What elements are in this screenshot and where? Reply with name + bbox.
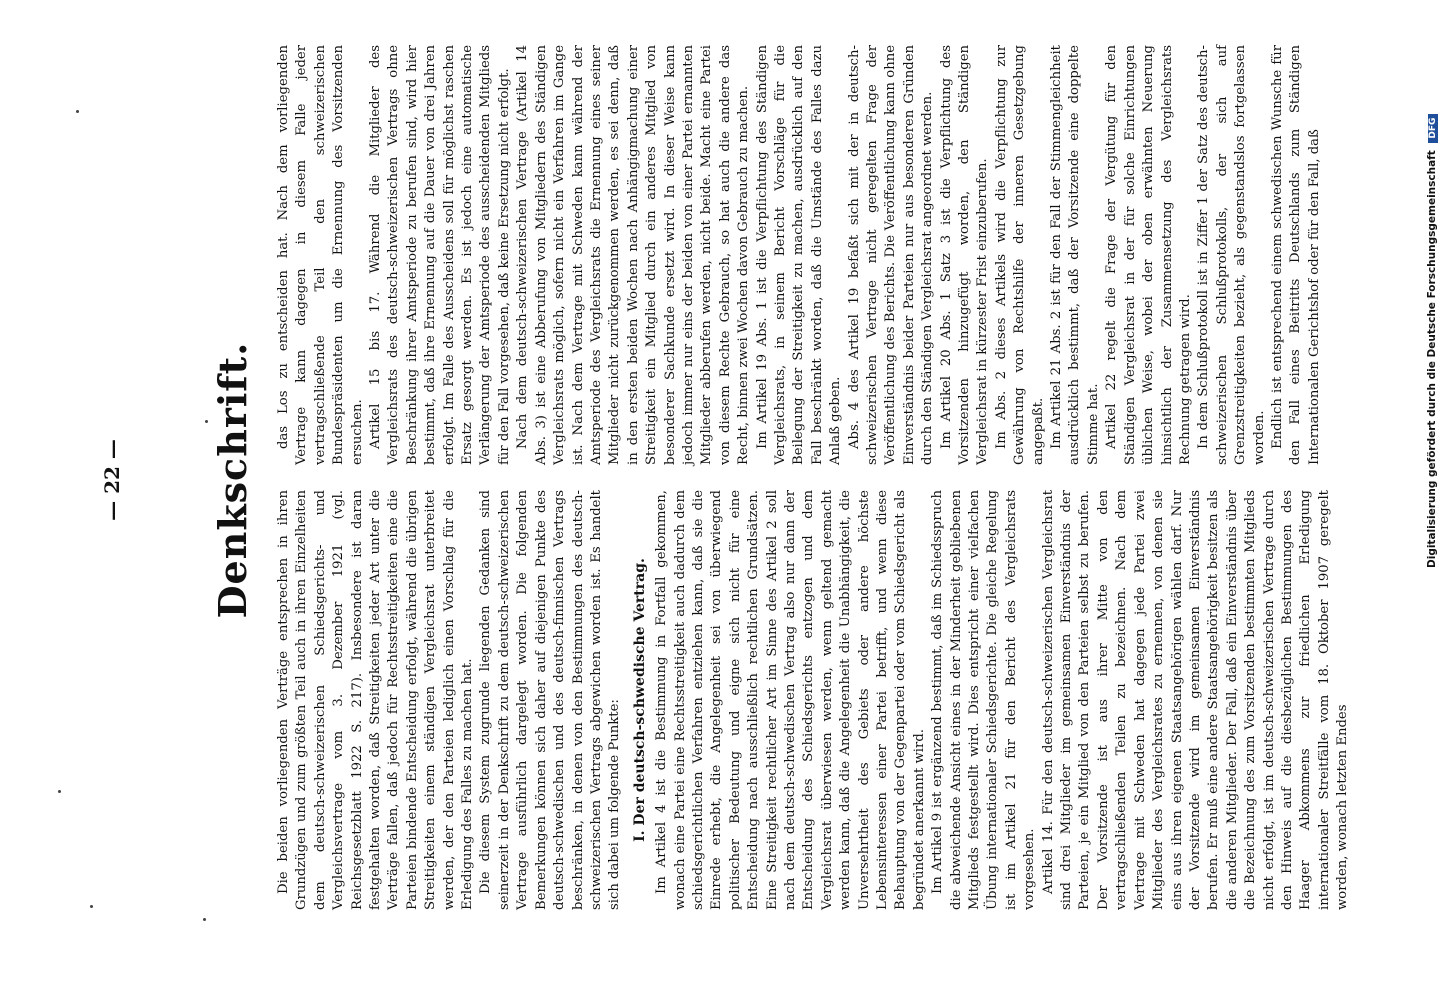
- credit-text: Digitalisierung gefördert durch die Deutsche Forschungsgemeinschaft: [1426, 150, 1438, 568]
- paragraph: Artikel 15 bis 17. Während die Mitglieder des Vergleichsrats des deutsch-schweizerischen Vertrags ohne Beschränkung ihrer Amtsperiode zu berufen sind, wird hier bestimmt, daß ihre Ernennung auf die Dauer von drei Jahren erfolgt. Im Falle des Ausscheidens soll für möglichst raschen Ersatz gesorgt werden. Es ist jedoch eine automatische Verlängerung der Amtsperiode des ausscheidenden Mitglieds für den Fall vorgesehen, daß keine Ersetzung nicht erfolgt.: [368, 45, 512, 465]
- paragraph: Artikel 22 regelt die Frage der Vergütung für den Ständigen Vergleichsrat in der für solche Einrichtungen üblichen Weise, wobei der oben erwähnten Neuerung hinsichtlich der Zusammensetzung des Vergleichsrats Rechnung getragen wird.: [1104, 45, 1193, 465]
- paragraph: Die diesem System zugrunde liegenden Gedanken sind seinerzeit in der Denkschrift zu dem deutsch-schweizerischen Vertrage ausführlich dargelegt worden. Die folgenden Bemerkungen können sich daher auf diejenigen Punkte des deutsch-schwedischen und des deutsch-finnischen Vertrags beschränken, in denen von den Bestimmungen des deutsch-schweizerischen Vertrags abgewichen worden ist. Es handelt sich dabei um folgende Punkte:: [478, 490, 623, 910]
- paragraph: Artikel 14. Für den deutsch-schweizerischen Vergleichsrat sind drei Mitglieder im gemeinsamen Einverständnis der Parteien, je ein Mitglied von den Parteien selbst zu berufen. Der Vorsitzende ist aus ihrer Mitte von den vertragschließenden Teilen zu bezeichnen. Nach dem Vertrage mit Schweden hat dagegen jede Partei zwei Mitglieder des Vergleichsrates zu ernennen, von denen sie eins aus ihren eigenen Staatsangehörigen wählen darf. Nur der Vorsitzende wird im gemeinsamen Einverständnis berufen. Er muß eine andere Staatsangehörigkeit besitzen als die anderen Mitglieder. Der Fall, daß ein Einverständnis über die Bezeichnung des zum Vorsitzenden bestimmten Mitglieds nicht erfolgt, ist im deutsch-schweizerischen Vertrage durch den Hinweis auf die diesbezüglichen Bestimmungen des Haager Abkommens zur friedlichen Erledigung internationaler Streitfälle vom 18. Oktober 1907 geregelt worden, wonach letzten Endes: [1040, 490, 1351, 910]
- paragraph: Im Abs. 2 dieses Artikels wird die Verpflichtung zur Gewährung von Rechtshilfe der inneren Gesetzgebung angepaßt.: [993, 45, 1046, 465]
- paragraph: Die beiden vorliegenden Verträge entsprechen in ihren Grundzügen und zum größten Teil auch in ihren Einzelheiten dem deutsch-schweizerischen Schiedsgerichts- und Vergleichsvertrage vom 3. Dezember 1921 (vgl. Reichsgesetzblatt 1922 S. 217). Insbesondere ist daran festgehalten worden, daß Streitigkeiten jeder Art unter die Verträge fallen, daß jedoch für Rechtsstreitigkeiten eine die Parteien bindende Entscheidung erfolgt, während die übrigen Streitigkeiten einem ständigen Vergleichsrat unterbreitet werden, der den Parteien lediglich einen Vorschlag für die Erledigung des Falles zu machen hat.: [276, 490, 476, 910]
- paragraph: Abs. 4 des Artikel 19 befaßt sich mit der in deutsch-schweizerischen Vertrage nicht geregelten Frage der Veröffentlichung des Berichts. Die Veröffentlichung kann ohne Einverständnis beider Parteien nur aus besonderen Gründen durch den Ständigen Vergleichsrat angeordnet werden.: [846, 45, 936, 465]
- digitization-credit: [1404, 8, 1438, 568]
- paragraph: Im Artikel 20 Abs. 1 Satz 3 ist die Verpflichtung des Vorsitzenden hinzugefügt worden, den Ständigen Vergleichsrat in kürzester Frist einzuberufen.: [938, 45, 991, 465]
- rotated-page-content: [60, 0, 1360, 960]
- paragraph: Endlich ist entsprechend einem schwedischen Wunsche für den Fall eines Beitritts Deutschlands zum Ständigen Internationalen Gerichtshof oder für den Fall, daß: [1269, 45, 1322, 465]
- paragraph: In dem Schlußprotokoll ist in Ziffer 1 der Satz des deutsch-schweizerischen Schlußprotokolls, der sich auf Grenzstreitigkeiten bezieht, als gegenstandslos fortgelassen worden.: [1196, 45, 1267, 465]
- paragraph: Nach dem deutsch-schweizerischen Vertrage (Artikel 14 Abs. 3) ist eine Abberufung von Mitgliedern des Ständigen Vergleichsrats möglich, sofern nicht ein Verfahren im Gange ist. Nach dem Vertrage mit Schweden kann während der Amtsperiode des Vergleichsrats die Ernennung eines seiner Mitglieder nicht zurückgenommen werden, es sei denn, daß in den ersten beiden Wochen nach Anhängigmachung einer Streitigkeit ein Mitglied durch ein anderes Mitglied von besonderer Sachkunde ersetzt wird. In dieser Weise kann jedoch immer nur eins der beiden von einer Partei ernannten Mitglieder abberufen werden, nicht beide. Macht eine Partei von diesem Rechte Gebrauch, so hat auch die andere das Recht, binnen zwei Wochen davon Gebrauch zu machen.: [515, 45, 752, 465]
- dfg-logo: DFG: [1428, 114, 1438, 143]
- paragraph: das Los zu entscheiden hat. Nach dem vorliegenden Vertrage kann dagegen in diesem Falle jeder vertragschließende Teil den schweizerischen Bundespräsidenten um die Ernennung des Vorsitzenden ersuchen.: [276, 45, 365, 465]
- right-text-column: [275, 45, 1335, 465]
- paragraph: Im Artikel 19 Abs. 1 ist die Verpflichtung des Ständigen Vergleichsrats, in seinem Bericht Vorschläge für die Beilegung der Streitigkeit zu machen, ausdrücklich auf den Fall beschränkt worden, daß die Umstände des Falles dazu Anlaß geben.: [754, 45, 844, 465]
- paragraph: Im Artikel 4 ist die Bestimmung in Fortfall gekommen, wonach eine Partei eine Rechtsstreitigkeit auch dadurch dem schiedsgerichtlichen Verfahren entziehen kann, daß sie die Einrede erhebt, die Angelegenheit sei von überwiegend politischer Bedeutung und eigne sich nicht für eine Entscheidung nach ausschließlich rechtlichen Grundsätzen. Eine Streitigkeit rechtlicher Art im Sinne des Artikel 2 soll nach dem deutsch-schwedischen Vertrag also nur dann der Entscheidung des Schiedsgerichts entzogen und dem Vergleichsrat überwiesen werden, wenn geltend gemacht werden kann, daß die Angelegenheit die Unabhängigkeit, die Unversehrtheit des Gebiets oder andere höchste Lebensinteressen einer Partei betrifft, und wenn diese Behauptung von der Gegenpartei oder vom Schiedsgericht als begründet anerkannt wird.: [654, 490, 927, 910]
- paragraph: Im Artikel 21 Abs. 2 ist für den Fall der Stimmengleichheit ausdrücklich bestimmt, daß der Vorsitzende eine doppelte Stimme hat.: [1049, 45, 1101, 465]
- left-text-column: [275, 490, 1351, 910]
- paragraph: Im Artikel 9 ist ergänzend bestimmt, daß im Schiedsspruch die abweichende Ansicht eines in der Minderheit gebliebenen Mitglieds festgestellt wird. Dies entspricht einer vielfachen Übung internationaler Schiedsgerichte. Die gleiche Regelung ist im Artikel 21 für den Bericht des Vergleichsrats vorgesehen.: [930, 490, 1038, 910]
- page-number: — 22 —: [100, 439, 124, 521]
- document-title: Denkschrift.: [210, 341, 255, 619]
- section-heading: I. Der deutsch-schwedische Vertrag.: [631, 558, 648, 842]
